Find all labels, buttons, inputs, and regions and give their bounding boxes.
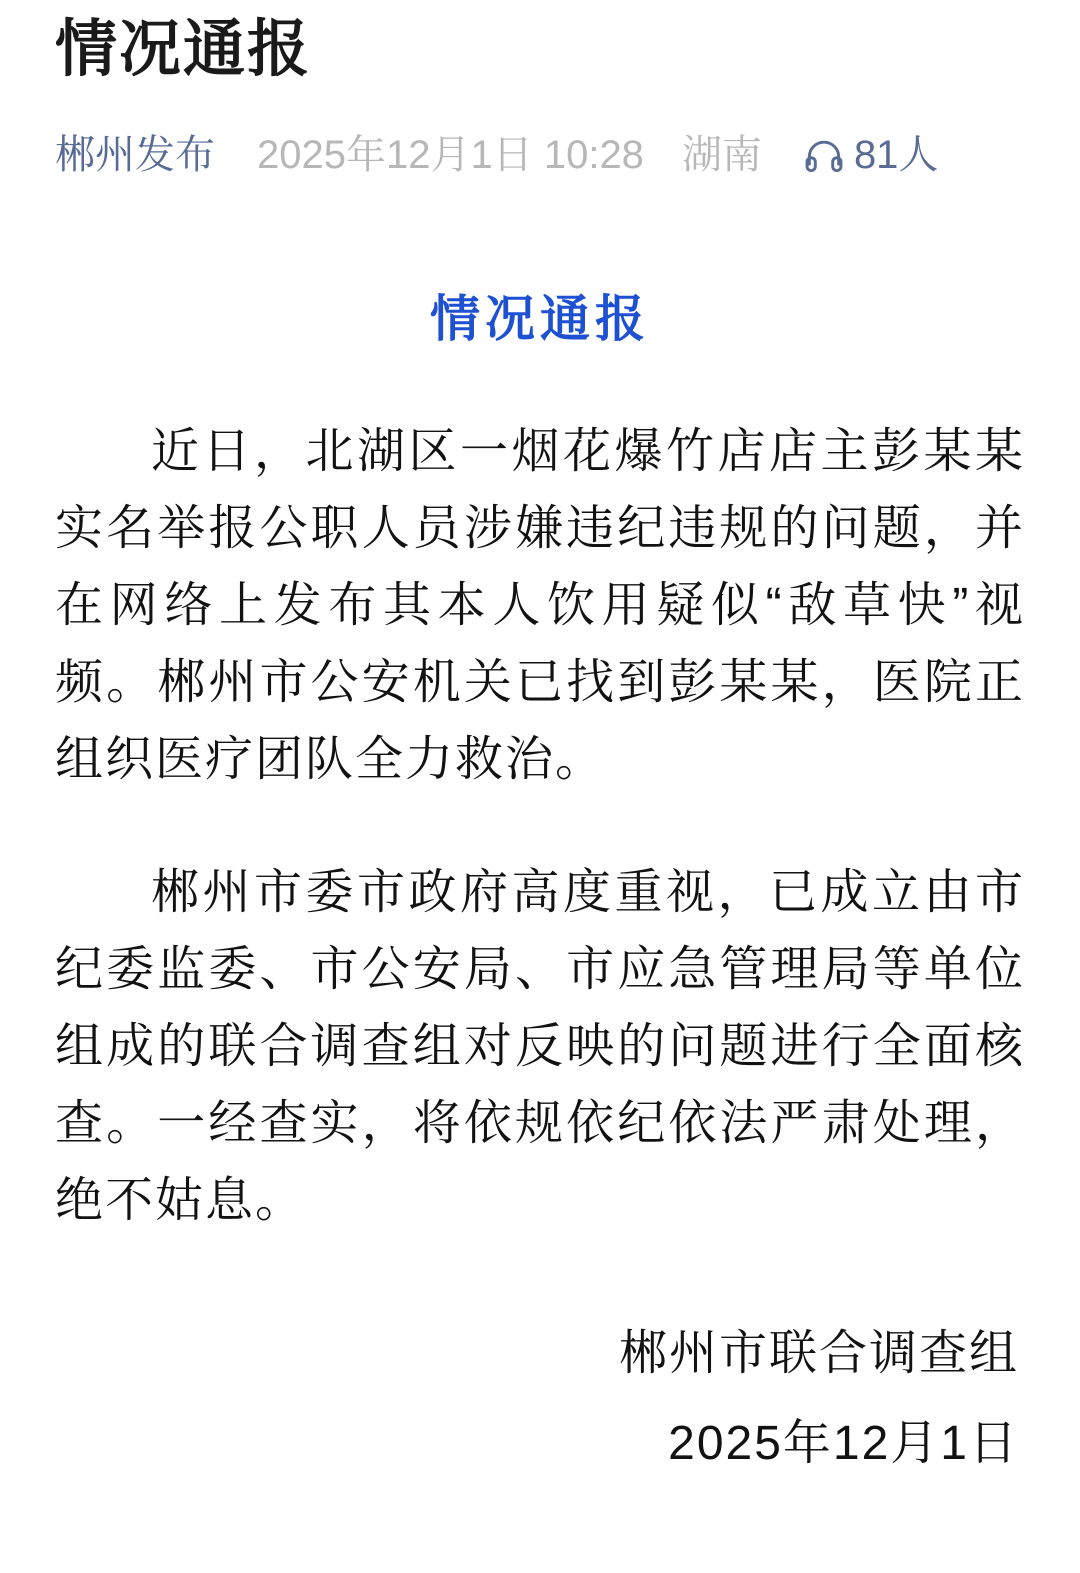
byline [55,131,1025,179]
signature-block [55,1309,1025,1489]
headphones-icon [802,133,846,177]
account-name-link[interactable]: 郴州发布 [55,133,215,178]
article-body [55,413,1025,1489]
paragraph-1: 近日，北湖区一烟花爆竹店店主彭某某实名举报公职人员涉嫌违纪违规的问题，并在网络上发布其本人饮用疑似“敌草快”视频。郴州市公安机关已找到彭某某，医院正组织医疗团队全力救治。 [55,425,1025,787]
publish-datetime: 2025年12月1日 10:28 [257,133,644,178]
signature-author: 郴州市联合调查组 [618,1327,1019,1381]
region-label: 湖南 [681,133,762,178]
page-title: 情况通报 [55,15,312,84]
listen-count-label: 81人 [853,133,939,178]
signature-date: 2025年12月1日 [668,1417,1019,1471]
listen-count-control[interactable] [802,131,939,179]
document-heading: 情况通报 [430,291,650,348]
paragraph-2: 郴州市委市政府高度重视，已成立由市纪委监委、市公安局、市应急管理局等单位组成的联合调查组对反映的问题进行全面核查。一经查实，将依规依纪依法严肃处理，绝不姑息。 [55,866,1025,1228]
